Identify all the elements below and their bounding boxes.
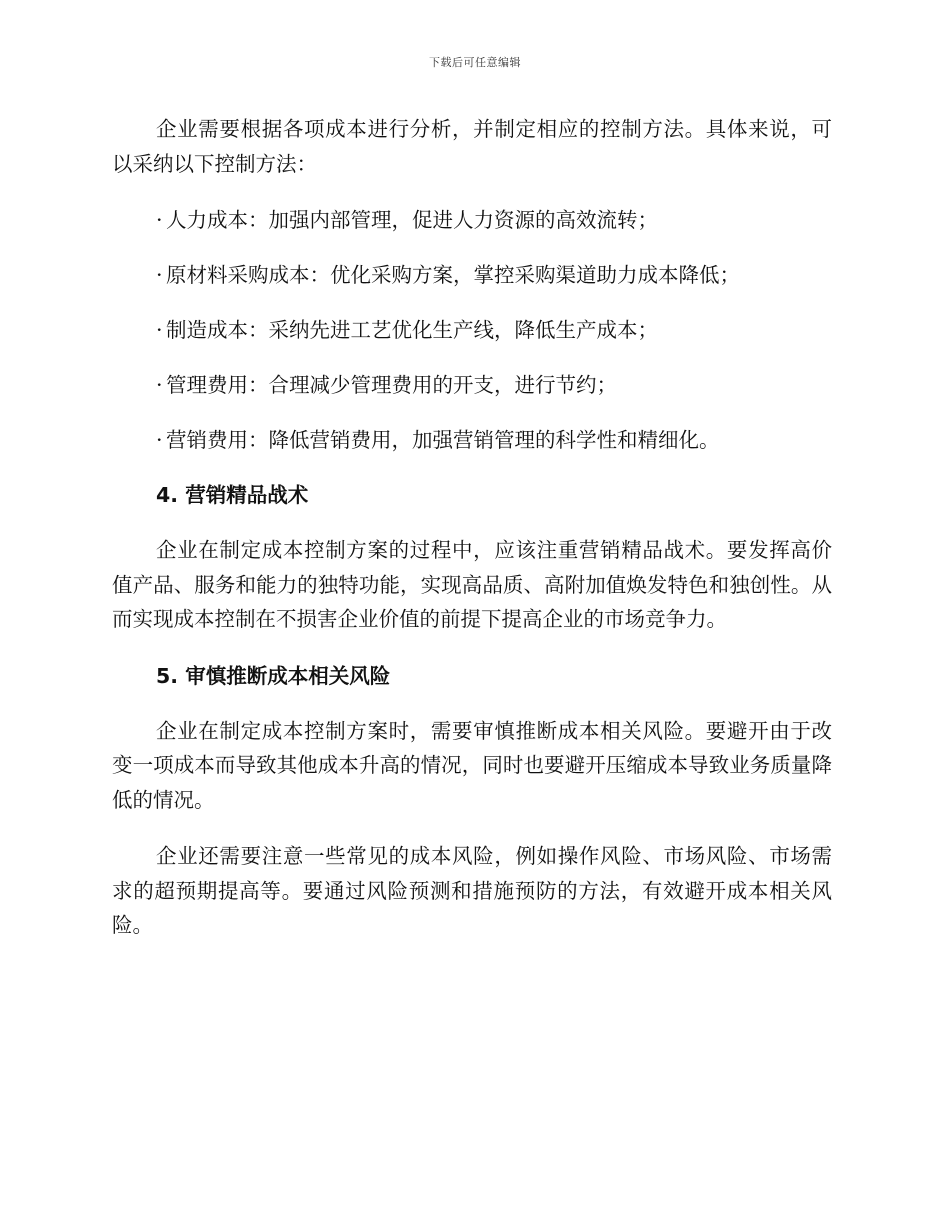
- bullet-marker: ·: [156, 373, 163, 397]
- bullet-marker: ·: [156, 428, 163, 452]
- bullet-text: 营销费用：降低营销费用，加强营销管理的科学性和精细化。: [166, 428, 720, 452]
- bullet-item-material-cost: [156, 258, 832, 292]
- bullet-text: 原材料采购成本：优化采购方案，掌控采购渠道助力成本降低；: [166, 263, 740, 287]
- document-body: [112, 112, 832, 965]
- section-5-paragraph-1: 企业在制定成本控制方案时，需要审慎推断成本相关风险。要避开由于改变一项成本而导致其他成本升高的情况，同时也要避开压缩成本导致业务质量降低的情况。: [112, 718, 832, 812]
- bullet-marker: ·: [156, 263, 163, 287]
- bullet-item-management-cost: [156, 368, 832, 402]
- bullet-marker: ·: [156, 208, 163, 232]
- bullet-text: 管理费用：合理减少管理费用的开支，进行节约；: [166, 373, 617, 397]
- intro-paragraph: 企业需要根据各项成本进行分析，并制定相应的控制方法。具体来说，可以采纳以下控制方法：: [112, 117, 832, 176]
- bullet-marker: ·: [156, 318, 163, 342]
- section-4-paragraph: 企业在制定成本控制方案的过程中，应该注重营销精品战术。要发挥高价值产品、服务和能力的独特功能，实现高品质、高附加值焕发特色和独创性。从而实现成本控制在不损害企业价值的前提下提高企业的市场竞争力。: [112, 538, 832, 631]
- section-5-paragraph-2: 企业还需要注意一些常见的成本风险，例如操作风险、市场风险、市场需求的超预期提高等。要通过风险预测和措施预防的方法，有效避开成本相关风险。: [112, 844, 832, 937]
- section-heading-4: 4. 营销精品战术: [156, 483, 309, 507]
- bullet-text: 制造成本：采纳先进工艺优化生产线，降低生产成本；: [166, 318, 658, 342]
- bullet-item-marketing-cost: [156, 423, 832, 457]
- bullet-item-manufacturing-cost: [156, 313, 832, 347]
- page-header: 下载后可任意编辑: [429, 56, 521, 69]
- bullet-text: 人力成本：加强内部管理，促进人力资源的高效流转；: [166, 208, 658, 232]
- bullet-item-labor-cost: [156, 203, 832, 237]
- section-heading-5: 5. 审慎推断成本相关风险: [156, 663, 391, 688]
